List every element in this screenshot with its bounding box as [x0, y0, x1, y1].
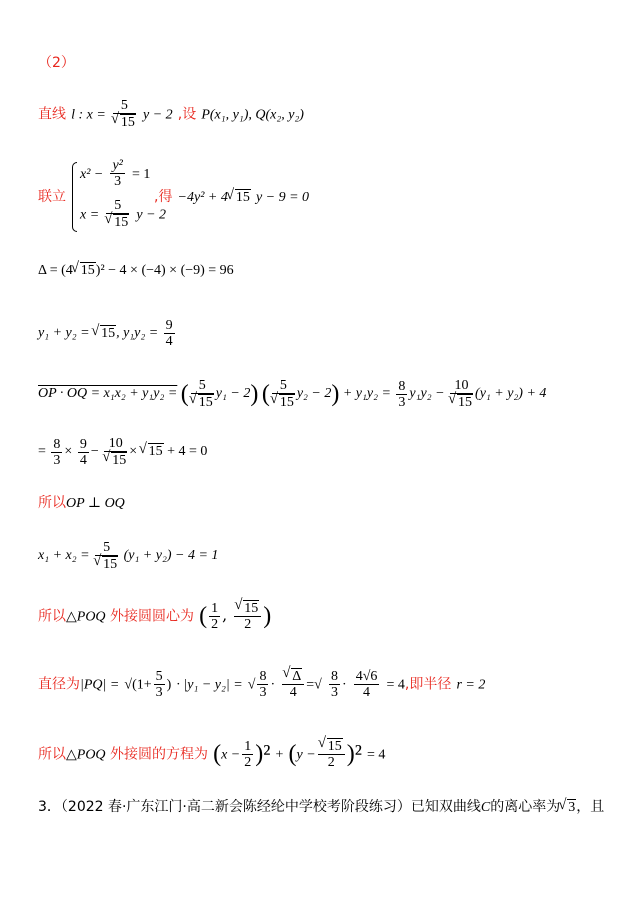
- problem-3: 3．（2022 春·广东江门·高二新会陈经纶中学校考阶段练习）已知双曲线C的离心率为√ 3，且: [38, 796, 642, 816]
- line-points: P(x₁, y₁), Q(x₂, y₂): [201, 107, 304, 123]
- line-prefix: 直线: [38, 106, 66, 123]
- vieta: y₁ + y₂ = √ 15, y₁y₂ = $\frac{9}{4}$: [38, 318, 642, 349]
- line-set: ,设: [177, 106, 197, 123]
- part-label: （2）: [38, 55, 75, 71]
- system-eq1: x² − $\frac{\text{y²}}{3}$ = 1: [80, 158, 151, 189]
- line-eq-tail: y − 2: [143, 107, 173, 123]
- conclusion-perpendicular: 所以OP ⊥ OQ: [38, 495, 125, 511]
- discriminant: Δ = (4√ 15)² − 4 × (−4) × (−9) = 96: [38, 262, 642, 279]
- system-eq2: x = 5 √ 15 y − 2: [80, 198, 642, 230]
- diameter: 直径为|PQ| = √(1+ $\frac{5}{3}$ ) · |y₁ − y₂| = √ $\frac{8}{3}$ · √ $\frac{\Delta}{4}$ =√ $\frac{8}{3}$ · $\frac{4√6}{4}$ = 4,即半径 r = 2: [38, 668, 642, 700]
- line-frac: 5 √ 15: [113, 98, 136, 130]
- circle-equation: 所以△POQ 外接圆的方程为 (x − $\frac{1}{2}$ )² + (y − √ $\frac{15}{2}$ )² = 4: [38, 738, 642, 770]
- system-result: ,得 −4y² + 4√ 15 y − 9 = 0: [154, 186, 642, 206]
- line-definition: [38, 98, 642, 130]
- circle-center: 所以△POQ 外接圆圆心为 ( $\frac{1}{2}$ , √ $\frac{15}{2}$ ): [38, 600, 642, 632]
- system-label: 联立: [38, 189, 66, 205]
- x-sum: x₁ + x₂ = 5 √ 15 (y₁ + y₂) − 4 = 1: [38, 540, 642, 572]
- dot-product: OP · OQ = x₁x₂ + y₁y₂ = ( 5 √ 15 y₁ − 2) ( 5 √ 15 y₂ − 2) + y₁y₂ = $\frac{8}{3}$ y₁y₂ − 10 √ 15 (y₁ + y₂) + 4: [38, 378, 642, 410]
- line-eq-lead: l : x =: [71, 107, 106, 123]
- calculation: = $\frac{8}{3}$ × $\frac{9}{4}$ − 10 √ 15 × √ 15 + 4 = 0: [38, 436, 642, 468]
